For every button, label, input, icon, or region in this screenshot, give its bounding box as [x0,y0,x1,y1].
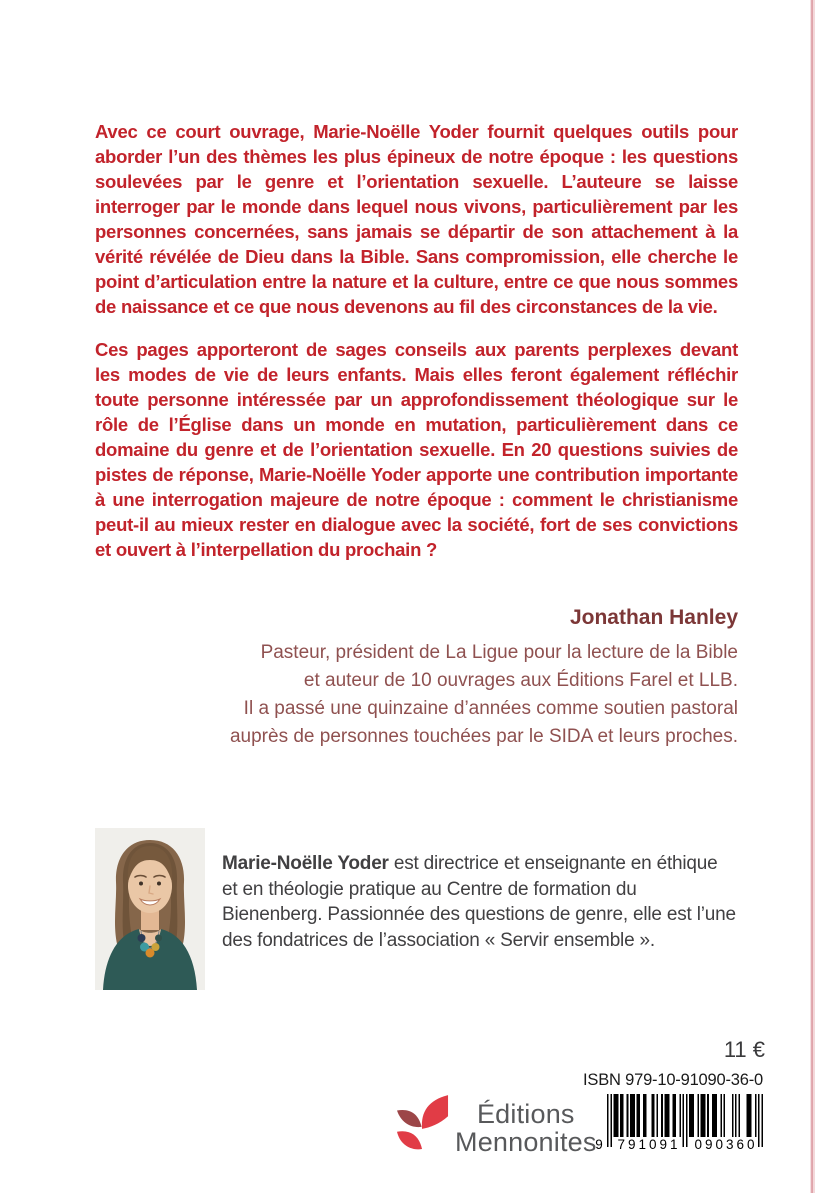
barcode [595,1094,765,1152]
endorser-line: auprès de personnes touchées par le SIDA et leurs proches. [229,726,738,747]
synopsis-paragraph-2: Ces pages apporteront de sages conseils aux parents perplexes devant les modes de vie de leurs enfants. Mais elles feront également réfléchir toute personne intéressée par un approfondissement théologique sur le rôle de l’Église dans un monde en mutation, particulièrement dans ce domaine du genre et de l’orientation sexuelle. En 20 questions suivies de pistes de réponse, Marie-Noëlle Yoder apporte une contribution importante à une interrogation majeure de notre époque : comment le christianisme peut-il au mieux rester en dialogue avec la société, fort de ses convictions et ouvert à l’interpellation du prochain ? [95,339,738,560]
price: 11 € [723,1037,765,1062]
endorser-line: Il a passé une quinzaine d’années comme soutien pastoral [243,698,738,719]
publisher-book-icon [397,1095,449,1153]
synopsis-paragraph-1: Avec ce court ouvrage, Marie-Noëlle Yoder fournit quelques outils pour aborder l’un des thèmes les plus épineux de notre époque : les questions soulevées par le genre et l’orientation sexuelle. L’auteure se laisse interroger par le monde dans lequel nous vivons, particulièrement par les personnes concernées, sans jamais se départir de son attachement à la vérité révélée de Dieu dans la Bible. Sans compromission, elle cherche le point d’articulation entre la nature et la culture, entre ce que nous sommes de naissance et ce que nous devenons au fil des circonstances de la vie. [95,121,738,317]
barcode-digits-right: 090360 [691,1138,758,1152]
synopsis [95,119,738,562]
publisher-name [455,1095,597,1156]
publisher-name-line2: Mennonites [455,1127,597,1157]
cover-right-edge [810,0,815,1193]
endorser-line: Pasteur, président de La Ligue pour la lecture de la Bible [260,642,738,663]
author-photo [95,828,205,990]
endorsement [95,606,738,751]
isbn-label: ISBN 979-10-91090-36-0 [583,1071,763,1089]
author-bio [222,851,738,953]
author-bio-text: est directrice et enseignante en éthique et en théologie pratique au Centre de formation du Bienenberg. Passionnée des questions de genre, elle est l’une des fondatrices de l’association « Servir ensemble ». [222,853,736,951]
endorser-line: et auteur de 10 ouvrages aux Éditions Farel et LLB. [303,670,738,691]
author-name: Marie-Noëlle Yoder [222,853,389,874]
barcode-digits-left: 791091 [614,1138,681,1152]
barcode-digit-first: 9 [595,1137,603,1152]
publisher-logo [397,1095,597,1156]
endorser-name: Jonathan Hanley [569,606,738,629]
publisher-name-line1: Éditions [476,1099,575,1129]
